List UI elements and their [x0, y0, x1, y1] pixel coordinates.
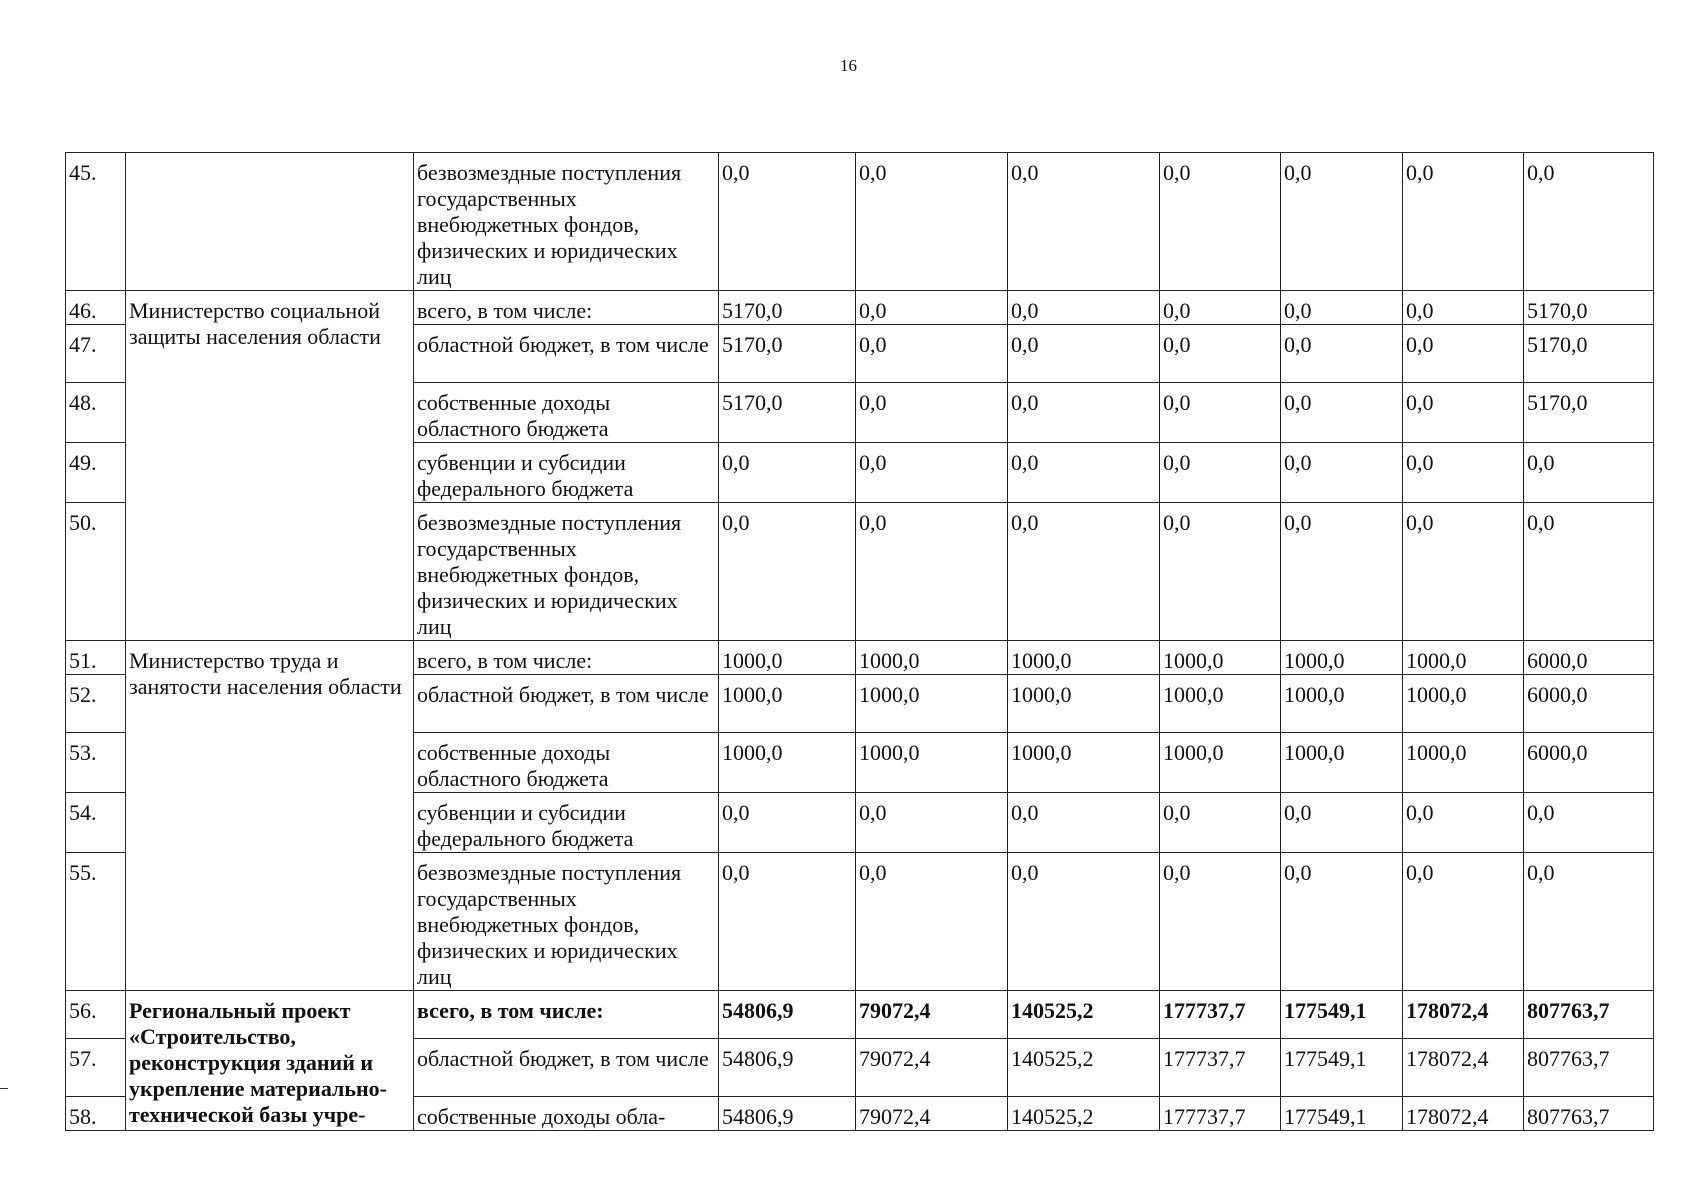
row-number: 45. [66, 153, 126, 291]
amount-cell: 0,0 [1524, 153, 1654, 291]
amount-cell: 1000,0 [1281, 733, 1403, 793]
amount-cell: 0,0 [1008, 325, 1160, 383]
amount-cell: 0,0 [1403, 153, 1524, 291]
amount-cell: 1000,0 [719, 675, 856, 733]
amount-cell: 140525,2 [1008, 991, 1160, 1039]
amount-cell: 0,0 [856, 443, 1008, 503]
row-number: 55. [66, 853, 126, 991]
amount-cell: 0,0 [1281, 853, 1403, 991]
amount-cell: 0,0 [1524, 793, 1654, 853]
amount-cell: 5170,0 [1524, 325, 1654, 383]
funding-source: собственные доходы областного бюджета [414, 733, 719, 793]
margin-mark [0, 1088, 8, 1089]
amount-cell: 1000,0 [1281, 641, 1403, 675]
amount-cell: 0,0 [856, 793, 1008, 853]
amount-cell: 807763,7 [1524, 991, 1654, 1039]
responsible-executor: Региональный проект «Строительство, реконструкция зданий и укрепление материально-технической базы учре- [126, 991, 414, 1131]
amount-cell: 0,0 [1403, 793, 1524, 853]
amount-cell: 1000,0 [1008, 733, 1160, 793]
table-row [66, 641, 1654, 675]
amount-cell: 1000,0 [1403, 675, 1524, 733]
amount-cell: 177737,7 [1160, 1097, 1281, 1131]
amount-cell: 178072,4 [1403, 1039, 1524, 1097]
amount-cell: 0,0 [719, 793, 856, 853]
amount-cell: 0,0 [856, 153, 1008, 291]
row-number: 54. [66, 793, 126, 853]
funding-source: областной бюджет, в том числе [414, 325, 719, 383]
amount-cell: 177549,1 [1281, 1097, 1403, 1131]
row-number: 50. [66, 503, 126, 641]
responsible-executor: Министерство труда и занятости населения области [126, 641, 414, 991]
amount-cell: 0,0 [1281, 325, 1403, 383]
amount-cell: 0,0 [719, 153, 856, 291]
table-body [66, 153, 1654, 1131]
amount-cell: 1000,0 [719, 641, 856, 675]
responsible-executor: Министерство социальной защиты населения области [126, 291, 414, 641]
amount-cell: 0,0 [1403, 325, 1524, 383]
amount-cell: 0,0 [1281, 291, 1403, 325]
amount-cell: 1000,0 [856, 733, 1008, 793]
amount-cell: 0,0 [1008, 503, 1160, 641]
funding-source: безвозмездные поступления государственных внебюджетных фондов, физических и юридических лиц [414, 153, 719, 291]
funding-source: субвенции и субсидии федерального бюджета [414, 793, 719, 853]
amount-cell: 0,0 [1160, 443, 1281, 503]
amount-cell: 0,0 [1524, 443, 1654, 503]
funding-source: собственные доходы обла- [414, 1097, 719, 1131]
amount-cell: 0,0 [1403, 383, 1524, 443]
responsible-executor [126, 153, 414, 291]
amount-cell: 1000,0 [1403, 733, 1524, 793]
amount-cell: 0,0 [1281, 383, 1403, 443]
amount-cell: 6000,0 [1524, 641, 1654, 675]
row-number: 49. [66, 443, 126, 503]
table-row [66, 153, 1654, 291]
amount-cell: 79072,4 [856, 1039, 1008, 1097]
amount-cell: 0,0 [1160, 503, 1281, 641]
row-number: 52. [66, 675, 126, 733]
amount-cell: 6000,0 [1524, 675, 1654, 733]
amount-cell: 0,0 [1160, 291, 1281, 325]
amount-cell: 0,0 [719, 503, 856, 641]
amount-cell: 0,0 [1160, 325, 1281, 383]
amount-cell: 1000,0 [1160, 733, 1281, 793]
amount-cell: 0,0 [1160, 153, 1281, 291]
amount-cell: 0,0 [1160, 853, 1281, 991]
amount-cell: 0,0 [719, 853, 856, 991]
amount-cell: 54806,9 [719, 991, 856, 1039]
amount-cell: 177549,1 [1281, 1039, 1403, 1097]
amount-cell: 807763,7 [1524, 1039, 1654, 1097]
amount-cell: 0,0 [1524, 503, 1654, 641]
amount-cell: 177737,7 [1160, 1039, 1281, 1097]
amount-cell: 0,0 [1160, 383, 1281, 443]
amount-cell: 0,0 [856, 291, 1008, 325]
amount-cell: 0,0 [1403, 853, 1524, 991]
row-number: 53. [66, 733, 126, 793]
amount-cell: 79072,4 [856, 991, 1008, 1039]
amount-cell: 177549,1 [1281, 991, 1403, 1039]
row-number: 47. [66, 325, 126, 383]
amount-cell: 178072,4 [1403, 1097, 1524, 1131]
row-number: 58. [66, 1097, 126, 1131]
amount-cell: 5170,0 [1524, 291, 1654, 325]
budget-table [65, 152, 1654, 1131]
table-row [66, 291, 1654, 325]
amount-cell: 0,0 [1403, 503, 1524, 641]
amount-cell: 0,0 [1281, 153, 1403, 291]
amount-cell: 0,0 [1403, 291, 1524, 325]
amount-cell: 0,0 [1008, 383, 1160, 443]
amount-cell: 0,0 [856, 853, 1008, 991]
funding-source: субвенции и субсидии федерального бюджета [414, 443, 719, 503]
table-row [66, 991, 1654, 1039]
amount-cell: 6000,0 [1524, 733, 1654, 793]
amount-cell: 0,0 [856, 325, 1008, 383]
amount-cell: 1000,0 [1008, 641, 1160, 675]
row-number: 46. [66, 291, 126, 325]
amount-cell: 140525,2 [1008, 1097, 1160, 1131]
amount-cell: 5170,0 [1524, 383, 1654, 443]
row-number: 56. [66, 991, 126, 1039]
amount-cell: 79072,4 [856, 1097, 1008, 1131]
amount-cell: 0,0 [1281, 503, 1403, 641]
amount-cell: 0,0 [1008, 853, 1160, 991]
funding-source: всего, в том числе: [414, 291, 719, 325]
row-number: 57. [66, 1039, 126, 1097]
amount-cell: 1000,0 [1160, 675, 1281, 733]
amount-cell: 0,0 [1008, 153, 1160, 291]
amount-cell: 0,0 [1008, 291, 1160, 325]
page-number: 16 [840, 56, 857, 75]
row-number: 48. [66, 383, 126, 443]
amount-cell: 1000,0 [1281, 675, 1403, 733]
amount-cell: 0,0 [1160, 793, 1281, 853]
amount-cell: 1000,0 [1160, 641, 1281, 675]
amount-cell: 178072,4 [1403, 991, 1524, 1039]
amount-cell: 5170,0 [719, 325, 856, 383]
amount-cell: 54806,9 [719, 1097, 856, 1131]
funding-source: областной бюджет, в том числе [414, 1039, 719, 1097]
amount-cell: 0,0 [1281, 793, 1403, 853]
amount-cell: 0,0 [856, 383, 1008, 443]
amount-cell: 0,0 [719, 443, 856, 503]
amount-cell: 177737,7 [1160, 991, 1281, 1039]
amount-cell: 0,0 [1008, 443, 1160, 503]
amount-cell: 5170,0 [719, 383, 856, 443]
amount-cell: 1000,0 [1403, 641, 1524, 675]
amount-cell: 1000,0 [719, 733, 856, 793]
amount-cell: 1000,0 [856, 641, 1008, 675]
amount-cell: 0,0 [1008, 793, 1160, 853]
amount-cell: 1000,0 [1008, 675, 1160, 733]
funding-source: безвозмездные поступления государственных внебюджетных фондов, физических и юридических лиц [414, 853, 719, 991]
amount-cell: 807763,7 [1524, 1097, 1654, 1131]
amount-cell: 1000,0 [856, 675, 1008, 733]
amount-cell: 0,0 [856, 503, 1008, 641]
amount-cell: 0,0 [1524, 853, 1654, 991]
funding-source: безвозмездные поступления государственных внебюджетных фондов, физических и юридических лиц [414, 503, 719, 641]
amount-cell: 140525,2 [1008, 1039, 1160, 1097]
amount-cell: 0,0 [1281, 443, 1403, 503]
amount-cell: 0,0 [1403, 443, 1524, 503]
funding-source: областной бюджет, в том числе [414, 675, 719, 733]
amount-cell: 5170,0 [719, 291, 856, 325]
funding-source: всего, в том числе: [414, 641, 719, 675]
funding-source: всего, в том числе: [414, 991, 719, 1039]
amount-cell: 54806,9 [719, 1039, 856, 1097]
funding-source: собственные доходы областного бюджета [414, 383, 719, 443]
row-number: 51. [66, 641, 126, 675]
